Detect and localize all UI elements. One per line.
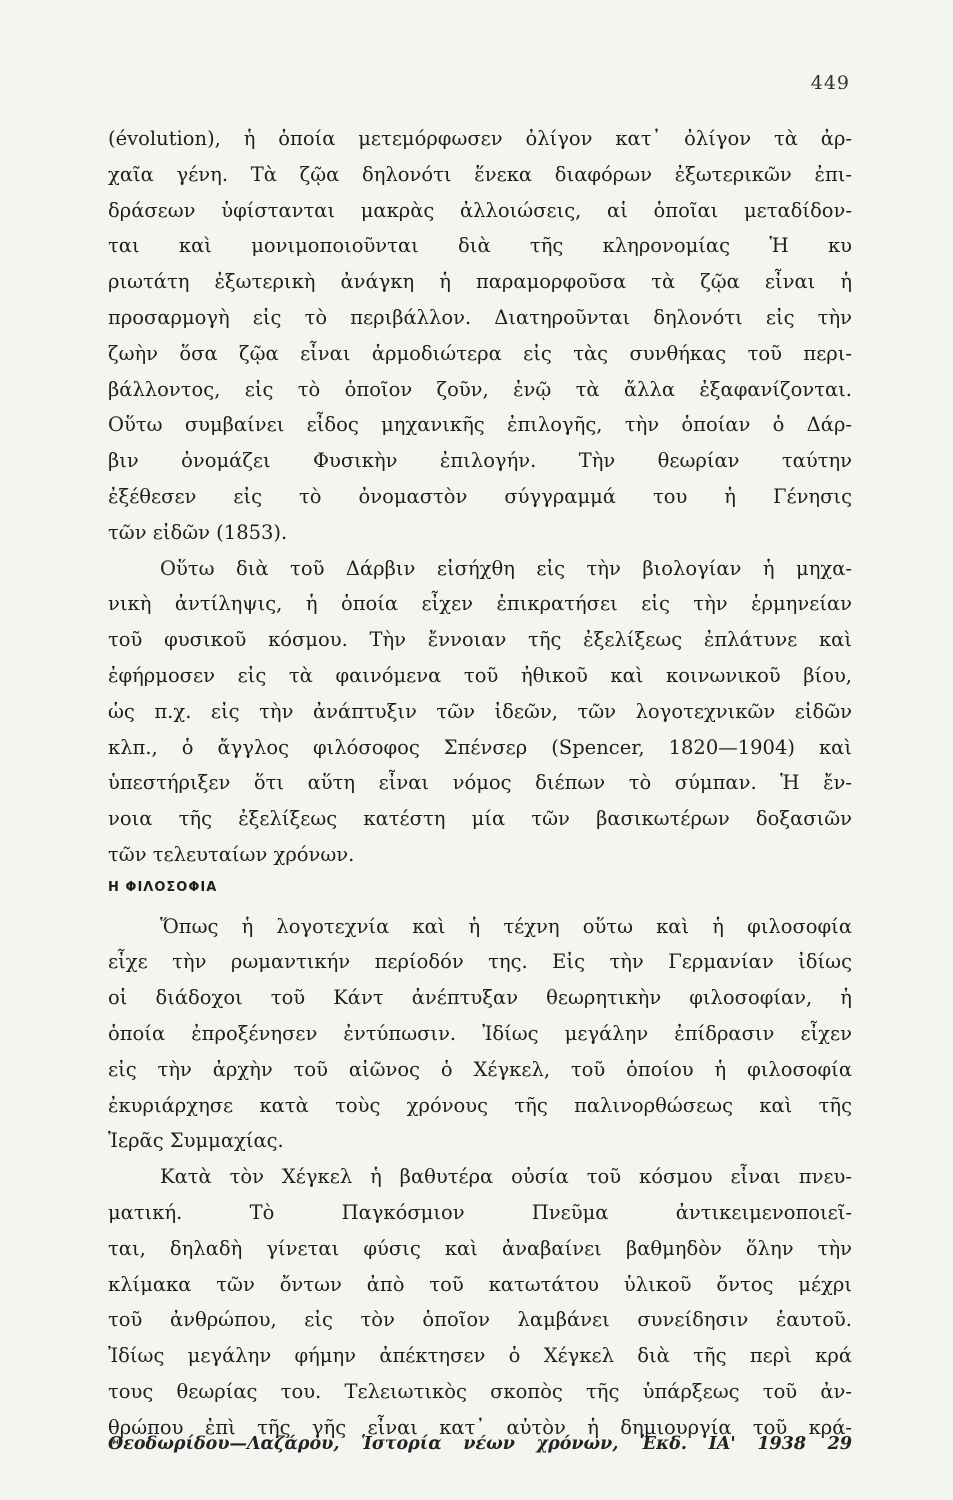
text-line: τοῦ φυσικοῦ κόσμου. Τὴν ἔννοιαν τῆς ἐξελίξεως ἐπλάτυνε καὶ <box>108 628 852 652</box>
text-line: ὁποία ἐπροξένησεν ἐντύπωσιν. Ἰδίως μεγάλην ἐπίδρασιν εἶχεν <box>108 1021 852 1045</box>
text-line: θρώπου ἐπὶ τῆς γῆς εἶναι κατ᾽ αὐτὸν ἡ δημιουργία τοῦ κρά- <box>108 1415 852 1439</box>
text-line: ὡς π.χ. εἰς τὴν ἀνάπτυξιν τῶν ἰδεῶν, τῶν λογοτεχνικῶν εἰδῶν <box>108 699 852 723</box>
text-line: Ἱερᾶς Συμμαχίας. <box>108 1129 284 1153</box>
text-line: χαῖα γένη. Τὰ ζῷα δηλονότι ἕνεκα διαφόρων ἐξωτερικῶν ἐπι- <box>108 162 852 186</box>
text-line: οἱ διάδοχοι τοῦ Κάντ ἀνέπτυξαν θεωρητικὴν φιλοσοφίαν, ἡ <box>108 986 852 1010</box>
body-text <box>108 121 852 1445</box>
text-line: Ὅπως ἡ λογοτεχνία καὶ ἡ τέχνη οὕτω καὶ ἡ φιλοσοφία <box>160 914 852 938</box>
text-line: τῶν τελευταίων χρόνων. <box>108 842 355 866</box>
text-line: ἐξέθεσεν εἰς τὸ ὀνομαστὸν σύγγραμμά του ἡ Γένησις <box>108 484 852 508</box>
page-number: 449 <box>810 72 850 94</box>
text-line: βάλλοντος, εἰς τὸ ὁποῖον ζοῦν, ἐνῷ τὰ ἄλλα ἐξαφανίζονται. <box>108 377 852 401</box>
text-line: εἶχε τὴν ρωμαντικήν περίοδόν της. Εἰς τὴν Γερμανίαν ἰδίως <box>108 950 852 974</box>
text-line: ἐφήρμοσεν εἰς τὰ φαινόμενα τοῦ ἠθικοῦ καὶ κοινωνικοῦ βίου, <box>108 663 852 687</box>
text-line: ται καὶ μονιμοποιοῦνται διὰ τῆς κληρονομίας Ἡ κυ <box>108 234 852 258</box>
text-line: κλίμακα τῶν ὄντων ἀπὸ τοῦ κατωτάτου ὑλικοῦ ὄντος μέχρι <box>108 1272 852 1296</box>
text-line: δράσεων ὑφίστανται μακρὰς ἀλλοιώσεις, αἱ ὁποῖαι μεταδίδον- <box>108 198 852 222</box>
text-line: Κατὰ τὸν Χέγκελ ἡ βαθυτέρα οὐσία τοῦ κόσμου εἶναι πνευ- <box>160 1165 852 1189</box>
text-line: ἐκυριάρχησε κατὰ τοὺς χρόνους τῆς παλινορθώσεως καὶ τῆς <box>108 1093 852 1117</box>
text-line: (évolution), ἡ ὁποία μετεμόρφωσεν ὀλίγον κατ᾽ ὀλίγον τὰ ἀρ- <box>108 127 852 150</box>
text-line: ριωτάτη ἐξωτερικὴ ἀνάγκη ἡ παραμορφοῦσα τὰ ζῷα εἶναι ἡ <box>108 270 852 294</box>
text-line: νικὴ ἀντίληψις, ἡ ὁποία εἶχεν ἐπικρατήσει εἰς τὴν ἑρμηνείαν <box>108 592 852 616</box>
text-line: τῶν εἰδῶν (1853). <box>108 520 288 544</box>
text-line: ζωὴν ὅσα ζῷα εἶναι ἁρμοδιώτερα εἰς τὰς συνθήκας τοῦ περι- <box>108 341 852 365</box>
text-line: κλπ., ὁ ἄγγλος φιλόσοφος Σπένσερ (Spencer, 1820—1904) καὶ <box>108 735 852 759</box>
text-line: Ἰδίως μεγάλην φήμην ἀπέκτησεν ὁ Χέγκελ διὰ τῆς περὶ κρά <box>108 1344 852 1368</box>
text-line: προσαρμογὴ εἰς τὸ περιβάλλον. Διατηροῦνται δηλονότι εἰς τὴν <box>108 305 852 329</box>
text-line: βιν ὀνομάζει Φυσικὴν ἐπιλογήν. Τὴν θεωρίαν ταύτην <box>108 449 852 473</box>
text-line: τοῦ ἀνθρώπου, εἰς τὸν ὁποῖον λαμβάνει συνείδησιν ἑαυτοῦ. <box>108 1308 852 1332</box>
text-line: νοια τῆς ἐξελίξεως κατέστη μία τῶν βασικωτέρων δοξασιῶν <box>108 807 852 831</box>
text-line: ται, δηλαδὴ γίνεται φύσις καὶ ἀναβαίνει βαθμηδὸν ὅλην τὴν <box>108 1236 852 1260</box>
text-line: τους θεωρίας του. Τελειωτικὸς σκοπὸς τῆς ὑπάρξεως τοῦ ἀν- <box>108 1379 852 1403</box>
text-line: ὑπεστήριξεν ὅτι αὕτη εἶναι νόμος διέπων τὸ σύμπαν. Ἡ ἔν- <box>108 771 852 795</box>
text-line: ματική. Τὸ Παγκόσμιον Πνεῦμα ἀντικειμενοποιεῖ- <box>108 1200 852 1224</box>
text-line: εἰς τὴν ἀρχὴν τοῦ αἰῶνος ὁ Χέγκελ, τοῦ ὁποίου ἡ φιλοσοφία <box>108 1057 852 1081</box>
text-line: Οὕτω συμβαίνει εἶδος μηχανικῆς ἐπιλογῆς, τὴν ὁποίαν ὁ Δάρ- <box>108 413 852 437</box>
section-heading: Η ΦΙΛΟΣΟΦΙΑ <box>108 879 218 895</box>
page-footer: Θεοδωρίδου—Λαζάρου, Ἱστορία νέων χρόνων, Ἐκδ. ΙΑ' 1938 29 <box>108 1434 852 1454</box>
text-line: Οὕτω διὰ τοῦ Δάρβιν εἰσήχθη εἰς τὴν βιολογίαν ἡ μηχα- <box>160 556 852 580</box>
